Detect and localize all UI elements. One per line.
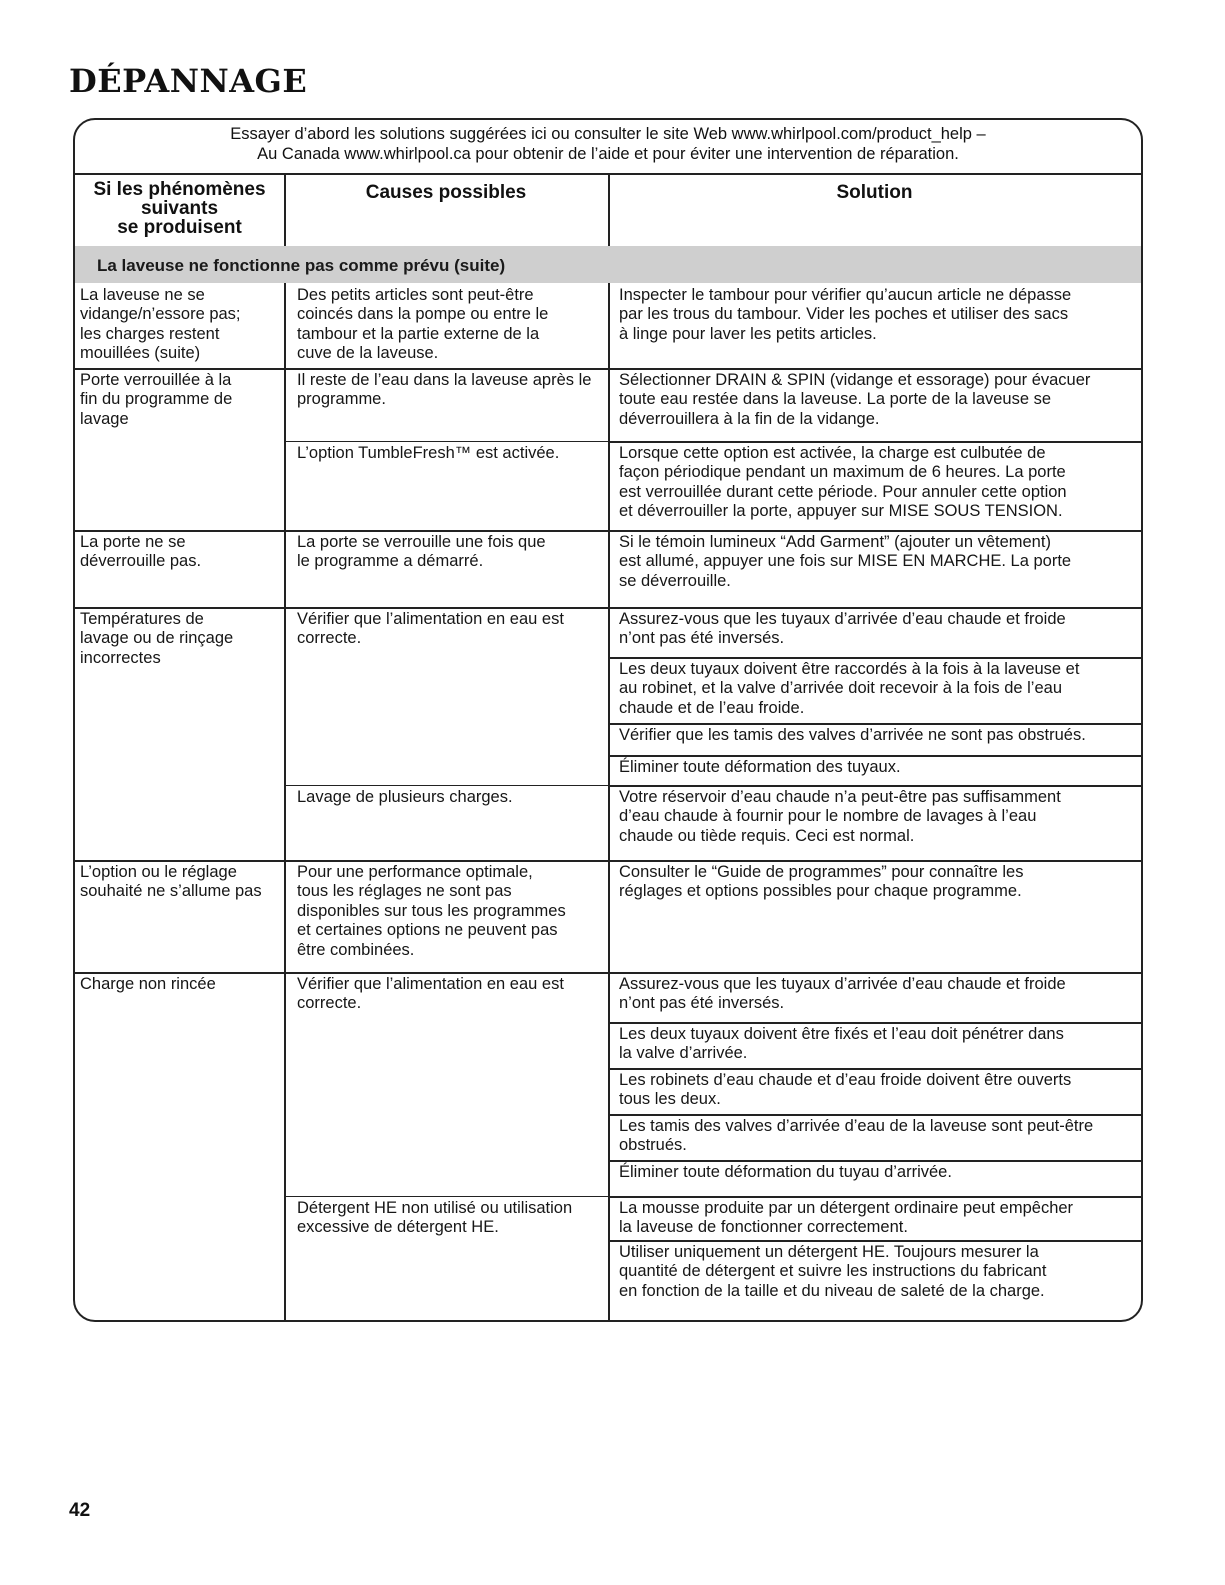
symptom-cell-line: Températures de: [80, 610, 204, 628]
symptom-cell-line: lavage ou de rinçage: [80, 629, 234, 648]
cause-cell: [297, 610, 564, 649]
solution-cell-line: par les trous du tambour. Vider les poches et utiliser des sacs: [619, 305, 1069, 324]
header-symptoms-line: se produisent: [117, 217, 242, 238]
solution-cell-line: Les robinets d’eau chaude et d’eau froide doivent être ouverts: [619, 1071, 1072, 1089]
row-rule: [75, 607, 1141, 609]
row-rule: [75, 972, 1141, 974]
cause-cell: [297, 533, 546, 572]
cause-cell: [297, 286, 548, 364]
solution-rule: [608, 785, 1141, 787]
symptom-cell: [80, 863, 262, 902]
cause-rule: [284, 1196, 608, 1197]
symptom-cell-line: déverrouille pas.: [80, 552, 202, 571]
solution-cell: [619, 371, 1090, 429]
header-causes-line: Causes possibles: [365, 182, 527, 203]
solution-cell-line: déverrouillera à la fin de la vidange.: [619, 409, 880, 428]
solution-cell-line: et déverrouiller la porte, appuyer sur MISE SOUS TENSION.: [619, 502, 1063, 521]
symptom-cell-line: les charges restent: [80, 324, 220, 343]
solution-cell-line: réglages et options possibles pour chaque programme.: [619, 882, 1022, 901]
cause-cell-line: disponibles sur tous les programmes: [297, 901, 566, 920]
cause-rule: [284, 441, 608, 442]
cause-cell-line: L’option TumbleFresh™ est activée.: [297, 444, 560, 462]
symptom-cell-line: L’option ou le réglage: [80, 863, 237, 881]
solution-cell-line: en fonction de la taille et du niveau de saleté de la charge.: [619, 1281, 1045, 1300]
symptom-cell-line: lavage: [80, 409, 129, 428]
cause-cell: [297, 371, 591, 410]
cause-cell-line: Détergent HE non utilisé ou utilisation: [297, 1199, 573, 1217]
solution-cell-line: Les deux tuyaux doivent être fixés et l’eau doit pénétrer dans: [619, 1025, 1064, 1043]
solution-cell-line: la valve d’arrivée.: [619, 1044, 748, 1063]
solution-cell-line: façon périodique pendant un maximum de 6 heures. La porte: [619, 463, 1066, 482]
solution-cell: [619, 1071, 1071, 1110]
solution-cell: [619, 286, 1071, 344]
cause-cell-line: et certaines options ne peuvent pas: [297, 921, 558, 940]
solution-cell: [619, 610, 1066, 649]
solution-cell: [619, 533, 1071, 591]
cause-cell: [297, 1199, 572, 1238]
cause-cell-line: correcte.: [297, 994, 362, 1013]
cause-cell-line: La porte se verrouille une fois que: [297, 533, 546, 551]
solution-rule: [608, 441, 1141, 443]
cause-cell: [297, 788, 513, 807]
section-label: La laveuse ne fonctionne pas comme prévu (suite): [97, 256, 506, 275]
symptom-cell-line: La laveuse ne se: [80, 286, 205, 304]
cause-cell-line: cuve de la laveuse.: [297, 344, 439, 363]
cause-cell: [297, 863, 566, 960]
cause-cell-line: excessive de détergent HE.: [297, 1218, 499, 1237]
solution-cell: [619, 1199, 1073, 1238]
cause-cell-line: être combinées.: [297, 940, 415, 959]
solution-rule: [608, 1068, 1141, 1070]
row-rule: [75, 368, 1141, 370]
header-symptoms-line: suivants: [140, 198, 219, 219]
cause-cell-line: le programme a démarré.: [297, 552, 484, 571]
solution-cell-line: Lorsque cette option est activée, la charge est culbutée de: [619, 444, 1046, 462]
symptom-cell: [80, 975, 216, 994]
solution-cell-line: d’eau chaude à fournir pour le nombre de lavages à l’eau: [619, 807, 1037, 826]
solution-cell: [619, 444, 1067, 522]
solution-cell-line: à linge pour laver les petits articles.: [619, 324, 877, 343]
cause-cell-line: Des petits articles sont peut-être: [297, 286, 534, 304]
intro-text: [75, 124, 1141, 164]
symptom-cell-line: vidange/n’essore pas;: [80, 305, 241, 324]
symptom-cell: [80, 371, 232, 429]
solution-rule: [608, 1240, 1141, 1242]
solution-cell: [619, 1117, 1093, 1156]
row-rule: [75, 530, 1141, 532]
solution-cell: [619, 660, 1079, 718]
solution-cell-line: au robinet, et la valve d’arrivée doit recevoir à la fois de l’eau: [619, 679, 1062, 698]
solution-cell-line: Assurez-vous que les tuyaux d’arrivée d’eau chaude et froide: [619, 975, 1066, 993]
solution-cell-line: tous les deux.: [619, 1090, 721, 1109]
header-symptoms: [75, 180, 284, 237]
solution-cell-line: Éliminer toute déformation des tuyaux.: [619, 758, 901, 776]
header-solution: [608, 183, 1141, 202]
solution-cell-line: Assurez-vous que les tuyaux d’arrivée d’eau chaude et froide: [619, 610, 1066, 628]
column-rule: [284, 283, 286, 1320]
solution-rule: [608, 1160, 1141, 1162]
cause-cell-line: Vérifier que l’alimentation en eau est: [297, 610, 564, 628]
solution-cell-line: n’ont pas été inversés.: [619, 994, 785, 1013]
solution-cell-line: Éliminer toute déformation du tuyau d’arrivée.: [619, 1163, 952, 1181]
solution-cell: [619, 975, 1066, 1014]
solution-cell-line: n’ont pas été inversés.: [619, 629, 785, 648]
solution-cell: [619, 1163, 952, 1182]
cause-cell-line: tambour et la partie externe de la: [297, 324, 540, 343]
solution-cell: [619, 863, 1023, 902]
cause-cell-line: Vérifier que l’alimentation en eau est: [297, 975, 564, 993]
solution-rule: [608, 1022, 1141, 1024]
solution-cell-line: est verrouillée durant cette période. Pour annuler cette option: [619, 482, 1067, 501]
solution-cell: [619, 1243, 1046, 1301]
cause-cell-line: Il reste de l’eau dans la laveuse après le: [297, 371, 592, 389]
intro-line: Essayer d’abord les solutions suggérées ici ou consulter le site Web www.whirlpool.com/product_help –: [230, 125, 986, 143]
symptom-cell: [80, 286, 241, 364]
cause-cell-line: programme.: [297, 390, 386, 409]
solution-cell: [619, 788, 1061, 846]
solution-cell-line: Consulter le “Guide de programmes” pour connaître les: [619, 863, 1024, 881]
solution-cell: [619, 1025, 1064, 1064]
symptom-cell-line: Charge non rincée: [80, 975, 216, 993]
symptom-cell: [80, 610, 233, 668]
solution-cell-line: Si le témoin lumineux “Add Garment” (ajouter un vêtement): [619, 533, 1051, 551]
symptom-cell-line: La porte ne se: [80, 533, 186, 551]
solution-cell-line: chaude et de l’eau froide.: [619, 698, 805, 717]
solution-cell-line: Vérifier que les tamis des valves d’arrivée ne sont pas obstrués.: [619, 726, 1086, 744]
solution-cell-line: La mousse produite par un détergent ordinaire peut empêcher: [619, 1199, 1074, 1217]
solution-cell: [619, 726, 1086, 745]
cause-cell-line: Lavage de plusieurs charges.: [297, 788, 513, 806]
cause-cell-line: tous les réglages ne sont pas: [297, 882, 512, 901]
solution-cell-line: se déverrouille.: [619, 571, 731, 590]
solution-rule: [608, 1114, 1141, 1116]
cause-cell-line: Pour une performance optimale,: [297, 863, 533, 881]
solution-cell-line: toute eau restée dans la laveuse. La porte de la laveuse se: [619, 390, 1052, 409]
header-symptoms-line: Si les phénomènes: [93, 179, 266, 200]
solution-rule: [608, 657, 1141, 659]
solution-cell-line: Inspecter le tambour pour vérifier qu’aucun article ne dépasse: [619, 286, 1072, 304]
symptom-cell-line: souhaité ne s’allume pas: [80, 882, 262, 901]
column-rule: [608, 283, 610, 1320]
symptom-cell-line: incorrectes: [80, 648, 161, 667]
cause-rule: [284, 785, 608, 786]
solution-cell-line: quantité de détergent et suivre les instructions du fabricant: [619, 1262, 1047, 1281]
solution-cell-line: Les tamis des valves d’arrivée d’eau de la laveuse sont peut-être: [619, 1117, 1094, 1135]
symptom-cell: [80, 533, 201, 572]
cause-cell: [297, 444, 559, 463]
header-solution-line: Solution: [836, 182, 913, 203]
cause-cell-line: coincés dans la pompe ou entre le: [297, 305, 549, 324]
solution-cell-line: obstrués.: [619, 1136, 687, 1155]
cause-cell-line: correcte.: [297, 629, 362, 648]
symptom-cell-line: Porte verrouillée à la: [80, 371, 232, 389]
solution-rule: [608, 723, 1141, 725]
solution-cell-line: est allumé, appuyer une fois sur MISE EN MARCHE. La porte: [619, 552, 1072, 571]
header-causes: [284, 183, 608, 202]
page-number: 42: [69, 1500, 91, 1521]
solution-cell-line: Les deux tuyaux doivent être raccordés à la fois à la laveuse et: [619, 660, 1080, 678]
symptom-cell-line: fin du programme de: [80, 390, 233, 409]
page-title: DÉPANNAGE: [69, 62, 308, 100]
intro-line: Au Canada www.whirlpool.ca pour obtenir de l’aide et pour éviter une intervention de réparation.: [257, 145, 959, 163]
solution-cell-line: chaude ou tiède requis. Ceci est normal.: [619, 826, 915, 845]
symptom-cell-line: mouillées (suite): [80, 344, 201, 363]
solution-cell: [619, 758, 901, 777]
solution-rule: [608, 1196, 1141, 1198]
solution-cell-line: la laveuse de fonctionner correctement.: [619, 1218, 908, 1237]
solution-cell-line: Utiliser uniquement un détergent HE. Toujours mesurer la: [619, 1243, 1039, 1261]
solution-cell-line: Sélectionner DRAIN & SPIN (vidange et essorage) pour évacuer: [619, 371, 1091, 389]
cause-cell: [297, 975, 564, 1014]
solution-rule: [608, 755, 1141, 757]
solution-cell-line: Votre réservoir d’eau chaude n’a peut-être pas suffisamment: [619, 788, 1061, 806]
row-rule: [75, 860, 1141, 862]
